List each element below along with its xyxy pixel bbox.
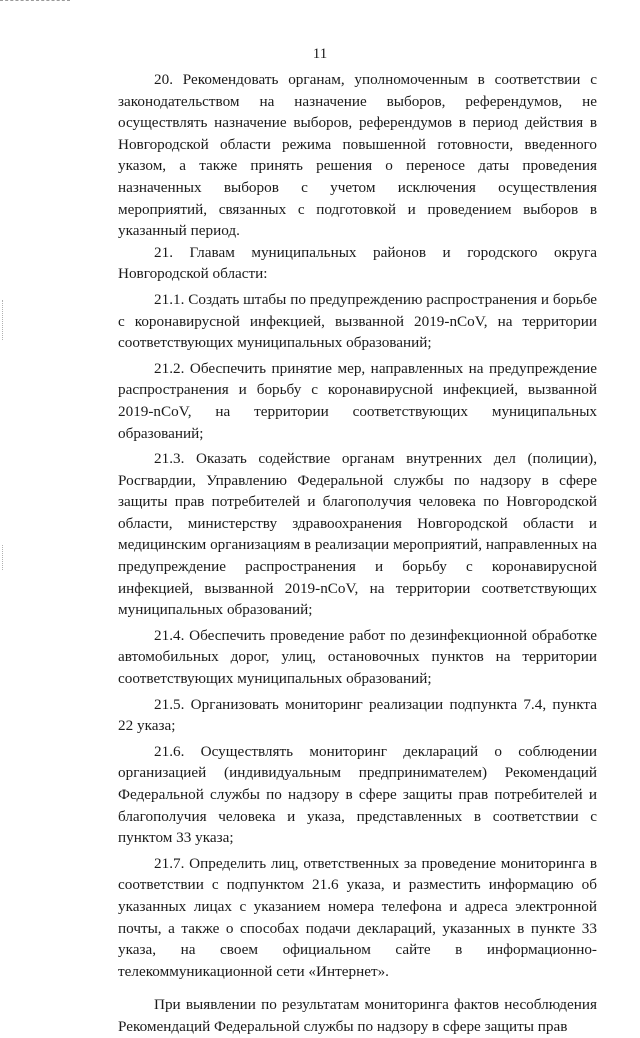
- scan-edge-left: [2, 545, 3, 570]
- scan-edge-top: [0, 0, 70, 4]
- paragraph-21-3: 21.3. Оказать содействие органам внутренних дел (полиции), Росгвардии, Управлению Федеральной службы по надзору в сфере защиты прав потребителей и благополучия человека по Новгородской области, министерству здравоохранения Новгородской области и медицинским организациям в реализации мероприятий, направленных на предупреждение распространения и борьбу с коронавирусной инфекцией, вызванной 2019-nCoV, на территории соответствующих муниципальных образований;: [118, 450, 597, 619]
- paragraph-21-5: 21.5. Организовать мониторинг реализации подпункта 7.4, пункта 22 указа;: [118, 695, 597, 735]
- page-number: 11: [312, 46, 328, 62]
- paragraph-21-4: 21.4. Обеспечить проведение работ по дезинфекционной обработке автомобильных дорог, улиц, остановочных пунктов на территории соответствующих муниципальных образований;: [118, 626, 597, 688]
- paragraph-20: 20. Рекомендовать органам, уполномоченным в соответствии с законодательством на назначение выборов, референдумов, не осуществлять назначение выборов, референдумов в период действия в Новгородской области режима повышенной готовности, введенного указом, а также принять решения о переносе даты проведения назначенных выборов с учетом исключения осуществления мероприятий, связанных с подготовкой и проведением выборов в указанный период.: [118, 71, 597, 240]
- paragraph-21-2: 21.2. Обеспечить принятие мер, направленных на предупреждение распространения и борьбу с коронавирусной инфекцией, вызванной 2019-nCoV, на территории соответствующих муниципальных образований;: [118, 359, 597, 442]
- paragraph-21-7: 21.7. Определить лиц, ответственных за проведение мониторинга в соответствии с подпунктом 21.6 указа, и разместить информацию об указанных лицах с указанием номера телефона и адреса электронной почты, а также о способах подачи деклараций, указанных в пункте 33 указа, на своем официальном сайте в информационно-телекоммуникационной сети «Интернет».: [118, 854, 597, 980]
- paragraph-21-1: 21.1. Создать штабы по предупреждению распространения и борьбе с коронавирусной инфекцией, вызванной 2019-nCoV, на территории соответствующих муниципальных образований;: [118, 290, 597, 352]
- document-body: [118, 69, 597, 1038]
- paragraph-monitoring: При выявлении по результатам мониторинга фактов несоблюдения Рекомендаций Федеральной службы по надзору в сфере защиты прав: [118, 996, 597, 1035]
- paragraph-21: 21. Главам муниципальных районов и городского округа Новгородской области:: [118, 243, 597, 283]
- scan-edge-left: [2, 300, 3, 340]
- paragraph-21-6: 21.6. Осуществлять мониторинг деклараций о соблюдении организацией (индивидуальным предпринимателем) Рекомендаций Федеральной службы по надзору в сфере защиты прав потребителей и благополучия человека и указа, представленных в соответствии с пунктом 33 указа;: [118, 742, 597, 847]
